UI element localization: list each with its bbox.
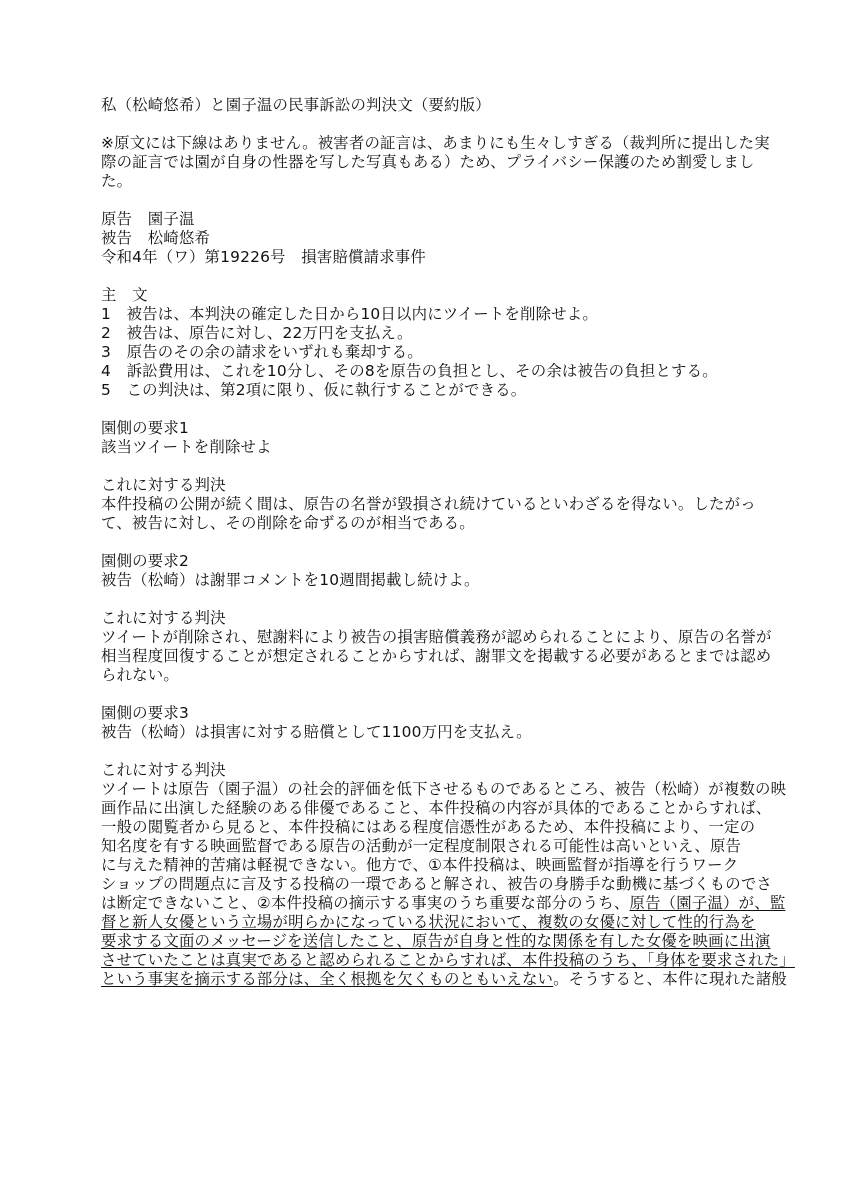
note-line: 際の証言では園が自身の性器を写した写真もある）ため、プライバシー保護のため割愛しまし — [101, 153, 755, 171]
ruling-line-with-underline — [101, 894, 786, 913]
ruling-line: 本件投稿の公開が続く間は、原告の名誉が毀損され続けているといわざるを得ない。したがっ — [101, 495, 756, 513]
demand-text: 被告（松崎）は損害に対する賠償として1100万円を支払え。 — [101, 723, 532, 741]
ruling-line: られない。 — [101, 666, 179, 684]
ruling-line: 画作品に出演した経験のある俳優であること、本件投稿の内容が具体的であることからすれば、 — [101, 799, 772, 817]
main-text-item: 5 この判決は、第2項に限り、仮に執行することができる。 — [101, 381, 527, 399]
underlined-ruling-line: 要求する文面のメッセージを送信したこと、原告が自身と性的な関係を有した女優を映画に出演 — [101, 932, 771, 950]
ruling-line: 知名度を有する映画監督である原告の活動が一定程度制限される可能性は高いといえ、原告 — [101, 837, 742, 855]
underlined-text: 原告（園子温）が、監 — [629, 894, 786, 912]
plaintiff-line: 原告 園子温 — [101, 210, 195, 228]
ruling-line: ショップの問題点に言及する投稿の一環であると解され、被告の身勝手な動機に基づくものでさ — [101, 875, 773, 893]
demand-text: 該当ツイートを削除せよ — [101, 438, 272, 456]
ruling-line: ツイートは原告（園子温）の社会的評価を低下させるものであるところ、被告（松崎）が複数の映 — [101, 780, 787, 798]
ruling-text: は断定できないこと、②本件投稿の摘示する事実のうち重要な部分のうち、 — [101, 894, 630, 912]
underlined-ruling-line: 督と新人女優という立場が明らかになっている状況において、複数の女優に対して性的行為を — [101, 913, 756, 931]
underlined-ruling-line: させていたことは真実であると認められることからすれば、本件投稿のうち、「身体を要求された」 — [101, 951, 795, 969]
underlined-text: という事実を摘示する部分は、全く根拠を欠くものともいえない — [101, 970, 554, 988]
note-line: た。 — [101, 172, 133, 190]
ruling-line: に与えた精神的苦痛は軽視できない。他方で、①本件投稿は、映画監督が指導を行うワーク — [101, 856, 739, 874]
ruling-text: 。そうすると、本件に現れた諸般 — [553, 970, 788, 988]
main-text-item: 2 被告は、原告に対し、22万円を支払え。 — [101, 324, 413, 342]
main-text-heading: 主 文 — [101, 286, 148, 304]
demand-heading: 園側の要求2 — [101, 552, 189, 570]
ruling-line: ツイートが削除され、慰謝料により被告の損害賠償義務が認められることにより、原告の名誉が — [101, 628, 772, 646]
note-line: ※原文には下線はありません。被害者の証言は、あまりにも生々しすぎる（裁判所に提出した実 — [101, 134, 770, 152]
document-title: 私（松崎悠希）と園子温の民事訴訟の判決文（要約版） — [101, 96, 491, 114]
demand-heading: 園側の要求1 — [101, 419, 189, 437]
document-page — [101, 96, 795, 989]
demand-heading: 園側の要求3 — [101, 704, 189, 722]
ruling-line: 一般の閲覧者から見ると、本件投稿にはある程度信憑性があるため、本件投稿により、一定の — [101, 818, 756, 836]
ruling-line-with-underline — [101, 970, 788, 989]
ruling-heading: これに対する判決 — [101, 609, 226, 627]
case-number-line: 令和4年（ワ）第19226号 損害賠償請求事件 — [101, 248, 426, 266]
main-text-item: 3 原告のその余の請求をいずれも棄却する。 — [101, 343, 423, 361]
main-text-item: 4 訴訟費用は、これを10分し、その8を原告の負担とし、その余は被告の負担とする。 — [101, 362, 718, 380]
ruling-line: て、被告に対し、その削除を命ずるのが相当である。 — [101, 514, 475, 532]
ruling-line: 相当程度回復することが想定されることからすれば、謝罪文を掲載する必要があるとまでは認め — [101, 647, 772, 665]
main-text-item: 1 被告は、本判決の確定した日から10日以内にツイートを削除せよ。 — [101, 305, 598, 323]
defendant-line: 被告 松崎悠希 — [101, 229, 211, 247]
ruling-heading: これに対する判決 — [101, 476, 226, 494]
ruling-heading: これに対する判決 — [101, 761, 226, 779]
demand-text: 被告（松崎）は謝罪コメントを10週間掲載し続けよ。 — [101, 571, 480, 589]
